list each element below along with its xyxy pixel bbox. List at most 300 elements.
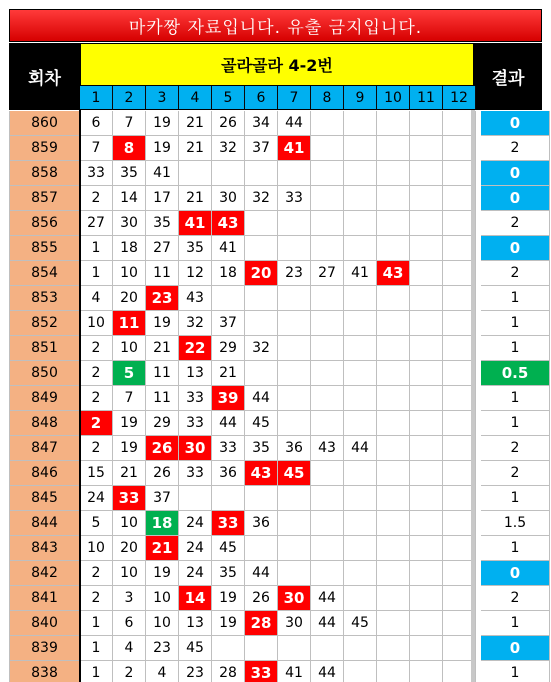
number-cell[interactable]: 5 — [80, 511, 113, 536]
number-cell[interactable]: 23 — [146, 286, 179, 311]
number-cell[interactable]: 23 — [146, 636, 179, 661]
number-cell[interactable]: 30 — [212, 186, 245, 211]
number-cell[interactable]: 41 — [146, 161, 179, 186]
number-cell[interactable]: 27 — [146, 236, 179, 261]
number-cell[interactable] — [377, 336, 410, 361]
number-cell[interactable] — [377, 136, 410, 161]
number-cell[interactable]: 24 — [179, 511, 212, 536]
number-cell[interactable] — [278, 236, 311, 261]
round-cell[interactable]: 845 — [9, 486, 80, 511]
number-cell[interactable]: 21 — [113, 461, 146, 486]
number-cell[interactable]: 2 — [80, 436, 113, 461]
number-cell[interactable]: 36 — [278, 436, 311, 461]
number-cell[interactable] — [311, 411, 344, 436]
number-cell[interactable] — [344, 636, 377, 661]
number-cell[interactable]: 2 — [80, 336, 113, 361]
number-cell[interactable] — [278, 636, 311, 661]
result-cell[interactable]: 1 — [481, 536, 550, 561]
number-cell[interactable] — [311, 161, 344, 186]
number-cell[interactable]: 12 — [179, 261, 212, 286]
number-cell[interactable]: 13 — [179, 611, 212, 636]
number-cell[interactable] — [311, 111, 344, 136]
number-cell[interactable] — [377, 511, 410, 536]
number-cell[interactable] — [245, 486, 278, 511]
number-cell[interactable]: 43 — [179, 286, 212, 311]
number-cell[interactable] — [377, 186, 410, 211]
number-cell[interactable]: 8 — [113, 136, 146, 161]
number-cell[interactable] — [344, 411, 377, 436]
number-cell[interactable]: 33 — [179, 461, 212, 486]
number-cell[interactable]: 2 — [80, 186, 113, 211]
number-cell[interactable]: 44 — [212, 411, 245, 436]
number-cell[interactable] — [311, 136, 344, 161]
number-cell[interactable]: 41 — [278, 661, 311, 682]
number-cell[interactable]: 44 — [311, 586, 344, 611]
number-cell[interactable] — [344, 361, 377, 386]
round-cell[interactable]: 848 — [9, 411, 80, 436]
number-cell[interactable]: 10 — [113, 336, 146, 361]
number-cell[interactable]: 45 — [245, 411, 278, 436]
number-cell[interactable]: 6 — [80, 111, 113, 136]
number-cell[interactable]: 33 — [278, 186, 311, 211]
number-cell[interactable] — [377, 561, 410, 586]
number-cell[interactable]: 26 — [146, 461, 179, 486]
number-cell[interactable]: 2 — [80, 586, 113, 611]
number-cell[interactable] — [344, 186, 377, 211]
number-cell[interactable] — [377, 111, 410, 136]
number-cell[interactable]: 10 — [146, 611, 179, 636]
number-cell[interactable]: 41 — [179, 211, 212, 236]
number-cell[interactable]: 21 — [212, 361, 245, 386]
number-cell[interactable]: 20 — [113, 536, 146, 561]
number-cell[interactable]: 19 — [146, 311, 179, 336]
number-cell[interactable]: 35 — [245, 436, 278, 461]
number-cell[interactable]: 26 — [212, 111, 245, 136]
number-cell[interactable] — [278, 336, 311, 361]
result-cell[interactable]: 0 — [481, 186, 550, 211]
number-cell[interactable] — [245, 636, 278, 661]
number-cell[interactable]: 36 — [212, 461, 245, 486]
number-cell[interactable]: 6 — [113, 611, 146, 636]
number-cell[interactable]: 30 — [113, 211, 146, 236]
number-cell[interactable] — [410, 661, 443, 682]
number-cell[interactable]: 19 — [146, 136, 179, 161]
result-cell[interactable]: 0 — [481, 111, 550, 136]
number-cell[interactable]: 11 — [146, 386, 179, 411]
number-cell[interactable] — [245, 236, 278, 261]
round-cell[interactable]: 859 — [9, 136, 80, 161]
number-cell[interactable]: 13 — [179, 361, 212, 386]
number-cell[interactable]: 29 — [212, 336, 245, 361]
number-cell[interactable]: 2 — [80, 386, 113, 411]
result-cell[interactable]: 1 — [481, 286, 550, 311]
number-cell[interactable]: 43 — [245, 461, 278, 486]
number-cell[interactable]: 32 — [179, 311, 212, 336]
result-cell[interactable]: 2 — [481, 586, 550, 611]
number-cell[interactable] — [278, 386, 311, 411]
number-cell[interactable] — [410, 286, 443, 311]
number-cell[interactable] — [278, 486, 311, 511]
number-cell[interactable] — [377, 436, 410, 461]
number-cell[interactable] — [344, 586, 377, 611]
number-cell[interactable]: 29 — [146, 411, 179, 436]
number-cell[interactable] — [344, 161, 377, 186]
number-cell[interactable]: 1 — [80, 611, 113, 636]
number-cell[interactable]: 32 — [245, 186, 278, 211]
number-cell[interactable]: 19 — [146, 111, 179, 136]
number-cell[interactable]: 21 — [146, 536, 179, 561]
number-cell[interactable]: 45 — [278, 461, 311, 486]
number-cell[interactable] — [278, 361, 311, 386]
number-cell[interactable] — [344, 236, 377, 261]
number-cell[interactable] — [410, 211, 443, 236]
number-cell[interactable]: 19 — [146, 561, 179, 586]
number-cell[interactable]: 43 — [212, 211, 245, 236]
number-cell[interactable] — [278, 411, 311, 436]
number-cell[interactable] — [377, 161, 410, 186]
number-cell[interactable] — [410, 511, 443, 536]
number-cell[interactable] — [278, 511, 311, 536]
number-cell[interactable]: 33 — [212, 511, 245, 536]
number-cell[interactable]: 7 — [80, 136, 113, 161]
number-cell[interactable]: 37 — [245, 136, 278, 161]
number-cell[interactable] — [311, 211, 344, 236]
number-cell[interactable]: 36 — [245, 511, 278, 536]
number-cell[interactable]: 10 — [113, 511, 146, 536]
number-cell[interactable]: 10 — [80, 536, 113, 561]
number-cell[interactable]: 32 — [212, 136, 245, 161]
number-cell[interactable]: 33 — [179, 411, 212, 436]
number-cell[interactable] — [410, 361, 443, 386]
number-cell[interactable] — [377, 286, 410, 311]
number-cell[interactable] — [311, 386, 344, 411]
result-cell[interactable]: 1 — [481, 386, 550, 411]
number-cell[interactable] — [410, 536, 443, 561]
number-cell[interactable] — [410, 486, 443, 511]
number-cell[interactable] — [344, 311, 377, 336]
number-cell[interactable] — [311, 511, 344, 536]
number-cell[interactable]: 30 — [278, 611, 311, 636]
number-cell[interactable] — [410, 411, 443, 436]
round-cell[interactable]: 844 — [9, 511, 80, 536]
number-cell[interactable] — [377, 636, 410, 661]
number-cell[interactable]: 21 — [179, 136, 212, 161]
number-cell[interactable]: 32 — [245, 336, 278, 361]
round-cell[interactable]: 856 — [9, 211, 80, 236]
number-cell[interactable]: 34 — [245, 111, 278, 136]
number-cell[interactable]: 10 — [146, 586, 179, 611]
number-cell[interactable] — [410, 561, 443, 586]
number-cell[interactable]: 11 — [146, 261, 179, 286]
number-cell[interactable]: 1 — [80, 636, 113, 661]
number-cell[interactable] — [344, 136, 377, 161]
round-cell[interactable]: 841 — [9, 586, 80, 611]
number-cell[interactable]: 27 — [80, 211, 113, 236]
number-cell[interactable] — [410, 111, 443, 136]
number-cell[interactable] — [344, 561, 377, 586]
number-cell[interactable] — [377, 311, 410, 336]
number-cell[interactable]: 1 — [80, 661, 113, 682]
number-cell[interactable]: 4 — [80, 286, 113, 311]
number-cell[interactable]: 41 — [278, 136, 311, 161]
number-cell[interactable] — [212, 286, 245, 311]
number-cell[interactable] — [377, 611, 410, 636]
number-cell[interactable]: 44 — [245, 386, 278, 411]
number-cell[interactable] — [344, 286, 377, 311]
number-cell[interactable]: 1 — [80, 236, 113, 261]
number-cell[interactable]: 19 — [113, 411, 146, 436]
number-cell[interactable]: 11 — [146, 361, 179, 386]
number-cell[interactable]: 37 — [212, 311, 245, 336]
round-cell[interactable]: 840 — [9, 611, 80, 636]
result-cell[interactable]: 0 — [481, 636, 550, 661]
number-cell[interactable]: 24 — [179, 536, 212, 561]
number-cell[interactable]: 7 — [113, 111, 146, 136]
number-cell[interactable]: 15 — [80, 461, 113, 486]
number-cell[interactable]: 21 — [179, 186, 212, 211]
number-cell[interactable]: 14 — [179, 586, 212, 611]
number-cell[interactable]: 21 — [146, 336, 179, 361]
number-cell[interactable]: 3 — [113, 586, 146, 611]
result-cell[interactable]: 0 — [481, 236, 550, 261]
round-cell[interactable]: 852 — [9, 311, 80, 336]
number-cell[interactable]: 23 — [278, 261, 311, 286]
number-cell[interactable]: 28 — [245, 611, 278, 636]
number-cell[interactable]: 41 — [344, 261, 377, 286]
number-cell[interactable] — [278, 536, 311, 561]
number-cell[interactable] — [245, 536, 278, 561]
number-cell[interactable]: 20 — [245, 261, 278, 286]
number-cell[interactable]: 10 — [113, 561, 146, 586]
number-cell[interactable]: 35 — [146, 211, 179, 236]
number-cell[interactable] — [410, 386, 443, 411]
number-cell[interactable]: 30 — [179, 436, 212, 461]
number-cell[interactable] — [377, 211, 410, 236]
number-cell[interactable]: 5 — [113, 361, 146, 386]
number-cell[interactable] — [410, 261, 443, 286]
number-cell[interactable]: 26 — [146, 436, 179, 461]
number-cell[interactable]: 19 — [212, 611, 245, 636]
round-cell[interactable]: 838 — [9, 661, 80, 682]
round-cell[interactable]: 860 — [9, 111, 80, 136]
number-cell[interactable]: 2 — [80, 411, 113, 436]
number-cell[interactable]: 44 — [245, 561, 278, 586]
number-cell[interactable] — [278, 286, 311, 311]
number-cell[interactable]: 33 — [80, 161, 113, 186]
number-cell[interactable] — [344, 336, 377, 361]
number-cell[interactable]: 37 — [146, 486, 179, 511]
number-cell[interactable]: 18 — [113, 236, 146, 261]
number-cell[interactable] — [344, 461, 377, 486]
number-cell[interactable]: 35 — [113, 161, 146, 186]
number-cell[interactable] — [179, 161, 212, 186]
round-cell[interactable]: 853 — [9, 286, 80, 311]
number-cell[interactable] — [311, 236, 344, 261]
number-cell[interactable] — [410, 636, 443, 661]
number-cell[interactable] — [344, 536, 377, 561]
number-cell[interactable]: 39 — [212, 386, 245, 411]
number-cell[interactable] — [410, 186, 443, 211]
round-cell[interactable]: 851 — [9, 336, 80, 361]
result-cell[interactable]: 1 — [481, 336, 550, 361]
number-cell[interactable] — [377, 386, 410, 411]
number-cell[interactable]: 17 — [146, 186, 179, 211]
number-cell[interactable]: 2 — [80, 361, 113, 386]
round-cell[interactable]: 857 — [9, 186, 80, 211]
round-cell[interactable]: 854 — [9, 261, 80, 286]
number-cell[interactable] — [410, 161, 443, 186]
number-cell[interactable]: 1 — [80, 261, 113, 286]
number-cell[interactable]: 45 — [179, 636, 212, 661]
number-cell[interactable] — [278, 561, 311, 586]
number-cell[interactable]: 24 — [80, 486, 113, 511]
round-cell[interactable]: 843 — [9, 536, 80, 561]
result-cell[interactable]: 2 — [481, 211, 550, 236]
number-cell[interactable] — [278, 161, 311, 186]
number-cell[interactable]: 19 — [212, 586, 245, 611]
number-cell[interactable] — [311, 561, 344, 586]
result-cell[interactable]: 0.5 — [481, 361, 550, 386]
result-cell[interactable]: 0 — [481, 561, 550, 586]
number-cell[interactable] — [410, 461, 443, 486]
number-cell[interactable] — [410, 136, 443, 161]
number-cell[interactable] — [410, 311, 443, 336]
number-cell[interactable] — [410, 436, 443, 461]
round-cell[interactable]: 850 — [9, 361, 80, 386]
number-cell[interactable]: 10 — [113, 261, 146, 286]
number-cell[interactable] — [311, 286, 344, 311]
number-cell[interactable] — [344, 211, 377, 236]
number-cell[interactable]: 27 — [311, 261, 344, 286]
number-cell[interactable] — [245, 311, 278, 336]
result-cell[interactable]: 1 — [481, 411, 550, 436]
number-cell[interactable] — [377, 486, 410, 511]
number-cell[interactable]: 45 — [344, 611, 377, 636]
round-cell[interactable]: 849 — [9, 386, 80, 411]
number-cell[interactable] — [278, 211, 311, 236]
number-cell[interactable] — [344, 111, 377, 136]
number-cell[interactable]: 41 — [212, 236, 245, 261]
number-cell[interactable] — [278, 311, 311, 336]
round-cell[interactable]: 842 — [9, 561, 80, 586]
result-cell[interactable]: 2 — [481, 136, 550, 161]
number-cell[interactable] — [212, 161, 245, 186]
number-cell[interactable]: 28 — [212, 661, 245, 682]
round-cell[interactable]: 858 — [9, 161, 80, 186]
result-cell[interactable]: 1 — [481, 661, 550, 682]
number-cell[interactable]: 11 — [113, 311, 146, 336]
number-cell[interactable] — [311, 461, 344, 486]
number-cell[interactable] — [212, 486, 245, 511]
number-cell[interactable]: 43 — [311, 436, 344, 461]
number-cell[interactable] — [311, 636, 344, 661]
round-cell[interactable]: 855 — [9, 236, 80, 261]
number-cell[interactable]: 18 — [146, 511, 179, 536]
number-cell[interactable]: 4 — [113, 636, 146, 661]
number-cell[interactable]: 44 — [344, 436, 377, 461]
number-cell[interactable] — [245, 361, 278, 386]
number-cell[interactable] — [410, 236, 443, 261]
number-cell[interactable]: 10 — [80, 311, 113, 336]
number-cell[interactable] — [377, 461, 410, 486]
number-cell[interactable] — [311, 536, 344, 561]
number-cell[interactable]: 44 — [311, 611, 344, 636]
result-cell[interactable]: 0 — [481, 161, 550, 186]
number-cell[interactable]: 20 — [113, 286, 146, 311]
number-cell[interactable] — [245, 211, 278, 236]
number-cell[interactable] — [344, 486, 377, 511]
number-cell[interactable]: 33 — [179, 386, 212, 411]
number-cell[interactable]: 44 — [278, 111, 311, 136]
number-cell[interactable]: 35 — [179, 236, 212, 261]
number-cell[interactable] — [377, 361, 410, 386]
number-cell[interactable]: 26 — [245, 586, 278, 611]
number-cell[interactable]: 33 — [245, 661, 278, 682]
number-cell[interactable] — [377, 411, 410, 436]
number-cell[interactable]: 23 — [179, 661, 212, 682]
number-cell[interactable]: 18 — [212, 261, 245, 286]
result-cell[interactable]: 2 — [481, 261, 550, 286]
number-cell[interactable] — [311, 186, 344, 211]
number-cell[interactable]: 24 — [179, 561, 212, 586]
number-cell[interactable] — [377, 586, 410, 611]
number-cell[interactable]: 4 — [146, 661, 179, 682]
round-cell[interactable]: 846 — [9, 461, 80, 486]
number-cell[interactable] — [377, 661, 410, 682]
result-cell[interactable]: 1 — [481, 311, 550, 336]
number-cell[interactable]: 19 — [113, 436, 146, 461]
result-cell[interactable]: 2 — [481, 461, 550, 486]
number-cell[interactable]: 22 — [179, 336, 212, 361]
number-cell[interactable] — [245, 286, 278, 311]
number-cell[interactable] — [377, 536, 410, 561]
number-cell[interactable] — [311, 361, 344, 386]
number-cell[interactable]: 2 — [80, 561, 113, 586]
round-cell[interactable]: 847 — [9, 436, 80, 461]
number-cell[interactable] — [344, 386, 377, 411]
result-cell[interactable]: 1 — [481, 486, 550, 511]
column-header-12: 12 — [443, 86, 476, 110]
result-cell[interactable]: 1.5 — [481, 511, 550, 536]
number-cell[interactable]: 2 — [113, 661, 146, 682]
number-cell[interactable] — [344, 661, 377, 682]
number-cell[interactable] — [311, 336, 344, 361]
number-cell[interactable]: 35 — [212, 561, 245, 586]
number-cell[interactable] — [410, 336, 443, 361]
number-cell[interactable] — [410, 611, 443, 636]
number-cell[interactable] — [245, 161, 278, 186]
number-cell[interactable]: 45 — [212, 536, 245, 561]
number-cell[interactable]: 14 — [113, 186, 146, 211]
number-cell[interactable]: 21 — [179, 111, 212, 136]
number-cell[interactable] — [311, 486, 344, 511]
number-cell[interactable]: 30 — [278, 586, 311, 611]
result-cell[interactable]: 2 — [481, 436, 550, 461]
round-cell[interactable]: 839 — [9, 636, 80, 661]
number-cell[interactable] — [212, 636, 245, 661]
number-cell[interactable]: 44 — [311, 661, 344, 682]
number-cell[interactable] — [377, 236, 410, 261]
number-cell[interactable] — [410, 586, 443, 611]
number-cell[interactable]: 43 — [377, 261, 410, 286]
number-cell[interactable] — [344, 511, 377, 536]
result-cell[interactable]: 1 — [481, 611, 550, 636]
number-cell[interactable] — [179, 486, 212, 511]
number-cell[interactable] — [311, 311, 344, 336]
number-cell[interactable]: 7 — [113, 386, 146, 411]
number-cell[interactable]: 33 — [212, 436, 245, 461]
number-cell[interactable]: 33 — [113, 486, 146, 511]
